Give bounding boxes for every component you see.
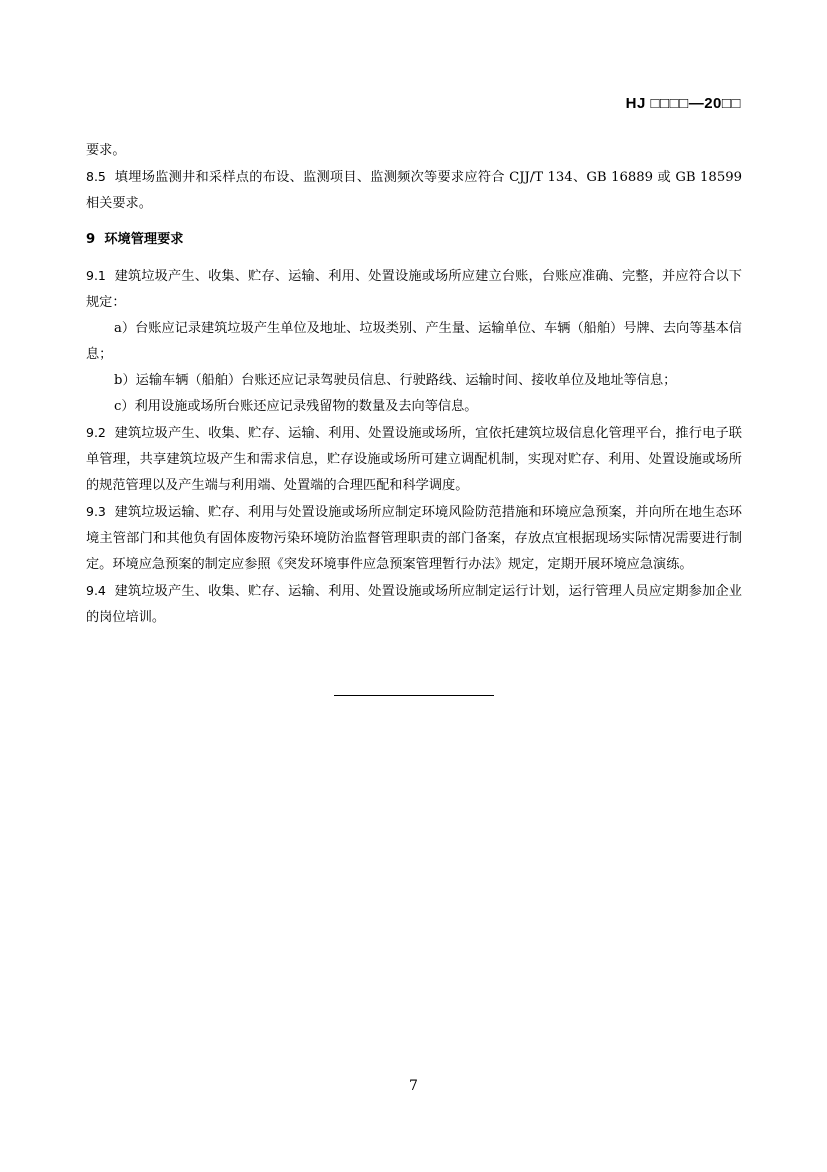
- sub-item-a: a）台账应记录建筑垃圾产生单位及地址、垃圾类别、产生量、运输单位、车辆（船舶）号牌、去向等基本信息；: [86, 321, 742, 362]
- clause-9-3: [86, 499, 742, 578]
- page-header-code: HJ □□□□—20□□: [625, 95, 741, 112]
- clause-text: 建筑垃圾产生、收集、贮存、运输、利用、处置设施或场所应制定运行计划，运行管理人员应定期参加企业的岗位培训。: [86, 584, 742, 625]
- section-number: 9: [86, 232, 96, 247]
- clause-number: 9.1: [86, 268, 106, 283]
- end-divider-line: [334, 695, 494, 696]
- clause-9-4: [86, 578, 742, 631]
- document-body: [86, 138, 742, 631]
- clause-text: 建筑垃圾产生、收集、贮存、运输、利用、处置设施或场所应建立台账，台账应准确、完整，并应符合以下规定：: [86, 269, 742, 310]
- clause-8-5: [86, 164, 742, 217]
- section-heading-9: [86, 227, 742, 253]
- sub-item-c: c）利用设施或场所台账还应记录残留物的数量及去向等信息。: [114, 399, 478, 414]
- clause-9-1: [86, 263, 742, 316]
- clause-text: 建筑垃圾产生、收集、贮存、运输、利用、处置设施或场所，宜依托建筑垃圾信息化管理平台，推行电子联单管理，共享建筑垃圾产生和需求信息，贮存设施或场所可建立调配机制，实现对贮存、利用、处置设施或场所的规范管理以及产生端与利用端、处置端的合理匹配和科学调度。: [86, 426, 742, 493]
- clause-text: 填埋场监测井和采样点的布设、监测项目、监测频次等要求应符合 CJJ/T 134、GB 16889 或 GB 18599 相关要求。: [86, 170, 742, 211]
- section-title: 环境管理要求: [104, 232, 184, 247]
- continuation-text: 要求。: [86, 143, 126, 158]
- page-number: 7: [409, 1078, 418, 1094]
- sub-item-b: b）运输车辆（船舶）台账还应记录驾驶员信息、行驶路线、运输时间、接收单位及地址等信息；: [114, 373, 677, 388]
- clause-number: 9.3: [86, 504, 106, 519]
- clause-9-2: [86, 420, 742, 499]
- clause-number: 9.2: [86, 425, 106, 440]
- clause-number: 8.5: [86, 169, 106, 184]
- clause-number: 9.4: [86, 583, 106, 598]
- clause-text: 建筑垃圾运输、贮存、利用与处置设施或场所应制定环境风险防范措施和环境应急预案，并向所在地生态环境主管部门和其他负有固体废物污染环境防治监督管理职责的部门备案，存放点宜根据现场实际情况需要进行制定。环境应急预案的制定应参照《突发环境事件应急预案管理暂行办法》规定，定期开展环境应急演练。: [86, 505, 742, 572]
